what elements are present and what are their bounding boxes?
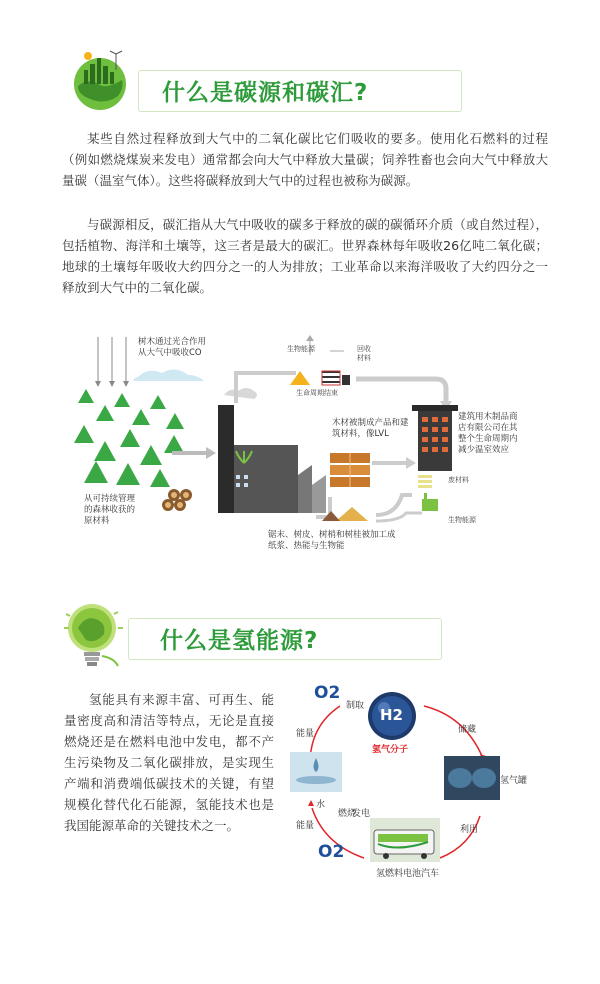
h2-label: H2 [380,706,403,724]
carbon-paragraph-1: 某些自然过程释放到大气中的二氧化碳比它们吸收的要多。使用化石燃料的过程（例如燃烧煤炭来发电）通常都会向大气中释放大量碳；饲养牲畜也会向大气中释放大量碳（温室气体）。这些将碳释放到大气中的过程也被称为碳源。 [62,131,548,188]
o2-bottom-label: O2 [318,842,345,862]
hydrogen-paragraph: 氢能具有来源丰富、可再生、能量密度高和清洁等特点，无论是直接燃烧还是在燃料电池中发电，都不产生污染物及二氧化碳排放，是实现生产端和消费端低碳技术的关键，有望规模化替代化石能源，氢能技术也是我国能源革命的关键技术之一。 [64,692,274,833]
energy-bottom-label: 能量 [296,821,315,831]
diagram-label-forest-source: 从可持续管理 的森林收获的 原材料 [84,494,136,526]
water-label: 水 [316,800,326,810]
diagram-label-recycle: 回收 材料 [357,345,371,362]
hydrogen-title: 什么是氢能源? [160,628,319,654]
diagram-label-tree-co2: 树木通过光合作用 从大气中吸收CO [138,337,207,358]
lightbulb-icon [58,598,126,670]
o2-top-label: O2 [314,683,341,703]
diagram-label-sawdust: 锯末、树皮、树梢和树桂被加工成 纸浆、热能与生物能 [268,530,396,551]
burn-label: 燃烧 [338,809,357,819]
storage-label: 储藏 [458,725,477,735]
diagram-label-waste: 废材料 [448,476,469,484]
energy-top-label: 能量 [296,729,315,739]
use-label: 利用 [460,825,479,835]
produce-label: 制取 [346,701,365,711]
diagram-label-building: 建筑用木制品商 店有限公司在其 整个生命周期内 减少温室效应 [458,412,518,455]
diagram-label-life-end: 生命周期结束 [296,389,338,397]
globe-city-icon [64,44,136,116]
molecule-label: 氢气分子 [372,745,409,755]
diagram-label-bio-energy-bottom: 生物能源 [448,516,476,524]
diagram-label-bio-energy-top: 生物能源 [287,345,315,353]
carbon-paragraph-2: 与碳源相反，碳汇指从大气中吸收的碳多于释放的碳的碳循环介质（或自然过程），包括植物、海洋和土壤等，这三者是最大的碳汇。世界森林每年吸收26亿吨二氧化碳；地球的土壤每年吸收大约四分之一的人为排放；工业革命以来海洋吸收了大约四分之一释放到大气中的二氧化碳。 [62,217,548,295]
tank-label: 氢气罐 [500,776,528,786]
carbon-title: 什么是碳源和碳汇? [162,80,369,106]
power-label: 发电 [352,809,371,819]
bus-label: 氢燃料电池汽车 [376,869,440,879]
diagram-label-wood-products: 木材被制成产品和建 筑材料，像LVL [332,418,409,439]
